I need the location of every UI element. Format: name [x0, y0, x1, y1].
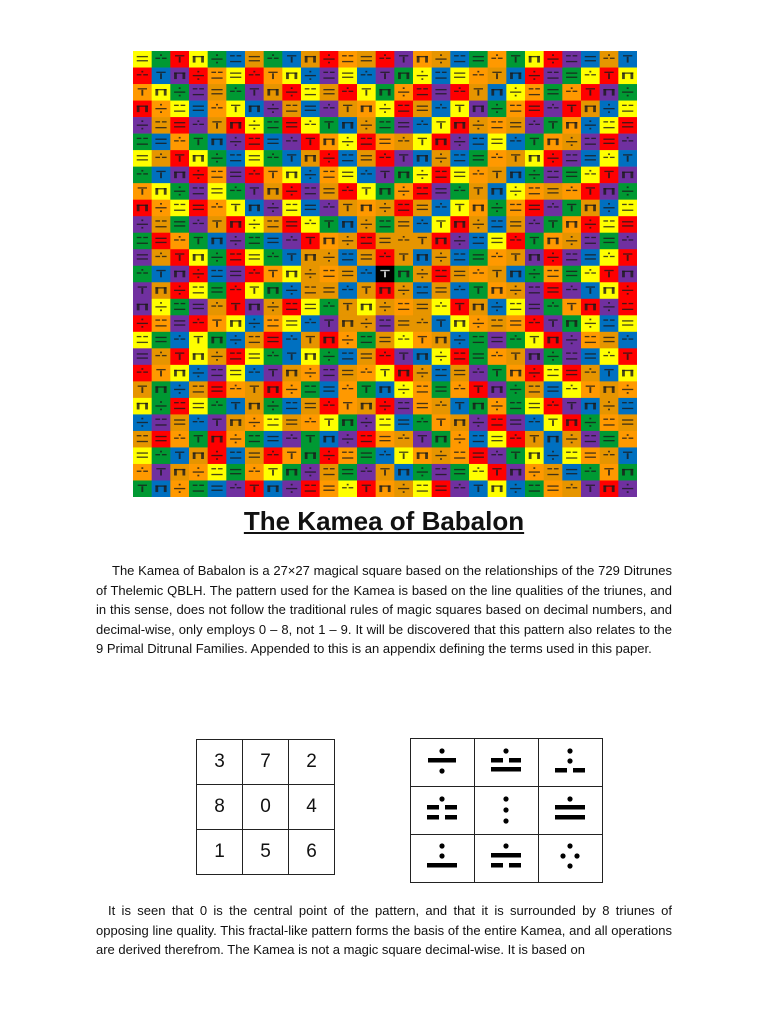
triune-3-icon [428, 748, 456, 773]
triune-5-icon [491, 843, 521, 867]
number-cell: 8 [197, 785, 243, 830]
number-grid-table [196, 739, 335, 875]
intro-paragraph: The Kamea of Babalon is a 27×27 magical square based on the relationships of the 729 Ditrunes of Thelemic QBLH. The pattern used for the Kamea is based on the line qualities of the triunes, and in this sense, does not follow the traditional rules of magic squares based on decimal numbers, and decimal-wise, only employs 0 – 8, not 1 – 9. It will be discovered that this pattern also relates to the 9 Primal Ditrunal Families. Appended to this is an appendix defining the terms used in this paper. [96, 563, 672, 656]
document-title: The Kamea of Babalon [243, 506, 525, 536]
triune-8-icon [427, 796, 457, 819]
body-paragraph: It is seen that 0 is the central point of the pattern, and that it is surrounded by 8 triunes of opposing line quality. This fractal-like pattern forms the basis of the entire Kamea, and all operations are derived therefrom. The Kamea is not a magic square decimal-wise. It is based on [96, 903, 672, 957]
triune-2-icon [555, 748, 585, 772]
number-grid-row [197, 740, 335, 785]
number-cell: 1 [197, 830, 243, 875]
number-cell: 4 [289, 785, 335, 830]
number-cell: 7 [243, 740, 289, 785]
triune-1-icon [427, 843, 457, 867]
number-cell: 5 [243, 830, 289, 875]
number-cell: 3 [197, 740, 243, 785]
number-cell: 2 [289, 740, 335, 785]
triune-4-icon [555, 796, 585, 819]
triune-7-icon [491, 748, 521, 771]
number-cell: 6 [289, 830, 335, 875]
triune-6-icon [560, 843, 579, 868]
kamea-grid-image [133, 51, 637, 497]
triune-glyph-table [410, 738, 603, 883]
triune-0-icon [503, 796, 508, 823]
number-cell: 0 [243, 785, 289, 830]
number-grid-row [197, 830, 335, 875]
number-grid-row [197, 785, 335, 830]
